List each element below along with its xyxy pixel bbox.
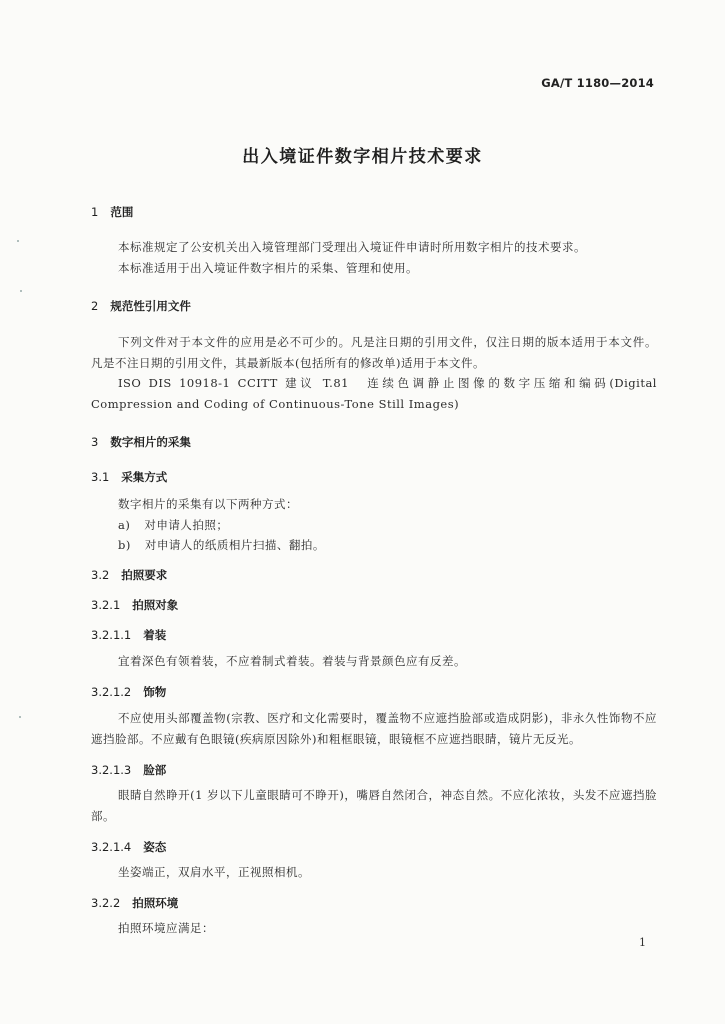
normative-reference-iso: ISO DIS 10918-1 CCITT 建议 T.81 连续色调静止图像的数字压缩和编码(Digital Compression and Coding of Continuous-Tone Still Images) bbox=[91, 376, 657, 411]
section-number: 3.2.1.3 bbox=[91, 763, 132, 777]
list-label: a) bbox=[118, 518, 131, 532]
accessories-paragraph: 不应使用头部覆盖物(宗教、医疗和文化需要时，覆盖物不应遮挡脸部或造成阴影)，非永久性饰物不应遮挡脸部。不应戴有色眼镜(疾病原因除外)和粗框眼镜，眼镜框不应遮挡眼睛，镜片无反光。 bbox=[91, 711, 657, 746]
section-3-2-1-3-heading bbox=[91, 762, 166, 778]
section-number: 3 bbox=[91, 435, 99, 449]
section-3-2-1-4-heading bbox=[91, 839, 166, 855]
scan-speck bbox=[17, 240, 19, 242]
list-label: b) bbox=[118, 538, 131, 552]
section-title: 范围 bbox=[110, 205, 134, 219]
section-title: 拍照环境 bbox=[132, 896, 179, 910]
section-title: 脸部 bbox=[143, 763, 167, 777]
section-number: 1 bbox=[91, 205, 99, 219]
section-3-2-1-heading bbox=[91, 597, 178, 613]
section-title: 饰物 bbox=[143, 685, 167, 699]
document-title: 出入境证件数字相片技术要求 bbox=[242, 147, 483, 167]
section-2-heading bbox=[91, 298, 191, 314]
section-title: 着装 bbox=[143, 628, 167, 642]
section-3-heading bbox=[91, 434, 191, 450]
section-title: 数字相片的采集 bbox=[110, 435, 191, 449]
section-title: 采集方式 bbox=[121, 470, 168, 484]
section-3-1-heading bbox=[91, 469, 167, 485]
list-text: 对申请人拍照； bbox=[144, 518, 229, 532]
section-3-2-1-1-heading bbox=[91, 627, 166, 643]
section-number: 3.2 bbox=[91, 568, 110, 582]
section-number: 3.2.1 bbox=[91, 598, 121, 612]
list-text: 对申请人的纸质相片扫描、翻拍。 bbox=[144, 538, 325, 552]
section-number: 3.2.1.1 bbox=[91, 628, 132, 642]
section-1-heading bbox=[91, 204, 133, 220]
section-3-2-2-heading bbox=[91, 895, 178, 911]
section-title: 拍照对象 bbox=[132, 598, 179, 612]
collection-methods-intro: 数字相片的采集有以下两种方式： bbox=[118, 497, 298, 511]
section-title: 拍照要求 bbox=[121, 568, 168, 582]
page-number: 1 bbox=[639, 936, 646, 949]
scan-speck bbox=[20, 290, 22, 292]
attire-paragraph: 宜着深色有领着装，不应着制式着装。着装与背景颜色应有反差。 bbox=[118, 654, 466, 668]
environment-paragraph: 拍照环境应满足： bbox=[118, 921, 214, 935]
scan-speck bbox=[19, 716, 21, 718]
section-number: 3.2.2 bbox=[91, 896, 121, 910]
list-item-a bbox=[118, 515, 228, 535]
face-paragraph: 眼睛自然睁开(1 岁以下儿童眼睛可不睁开)，嘴唇自然闭合，神态自然。不应化浓妆，头发不应遮挡脸部。 bbox=[91, 788, 657, 823]
list-item-b bbox=[118, 535, 325, 555]
normative-references-paragraph: 下列文件对于本文件的应用是必不可少的。凡是注日期的引用文件，仅注日期的版本适用于本文件。凡是不注日期的引用文件，其最新版本(包括所有的修改单)适用于本文件。 bbox=[91, 335, 657, 370]
standard-number: GA/T 1180—2014 bbox=[541, 76, 654, 90]
section-3-2-1-2-heading bbox=[91, 684, 166, 700]
section-3-2-heading bbox=[91, 567, 167, 583]
scope-paragraph-2: 本标准适用于出入境证件数字相片的采集、管理和使用。 bbox=[118, 261, 418, 275]
section-number: 3.1 bbox=[91, 470, 110, 484]
section-number: 2 bbox=[91, 299, 99, 313]
section-number: 3.2.1.4 bbox=[91, 840, 132, 854]
section-title: 规范性引用文件 bbox=[110, 299, 191, 313]
posture-paragraph: 坐姿端正，双肩水平，正视照相机。 bbox=[118, 865, 310, 879]
section-number: 3.2.1.2 bbox=[91, 685, 132, 699]
section-title: 姿态 bbox=[143, 840, 167, 854]
scope-paragraph-1: 本标准规定了公安机关出入境管理部门受理出入境证件申请时所用数字相片的技术要求。 bbox=[118, 240, 586, 254]
